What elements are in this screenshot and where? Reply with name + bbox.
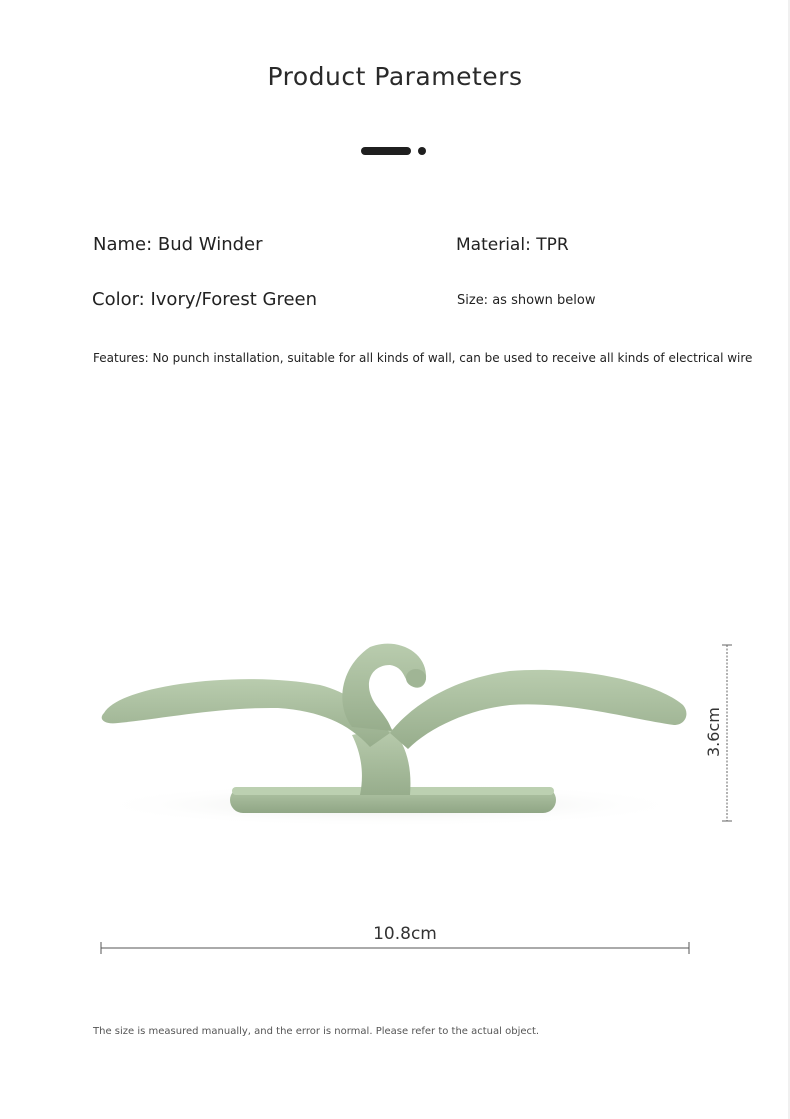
page-title: Product Parameters — [267, 62, 523, 91]
param-size: Size: as shown below — [457, 293, 596, 308]
product-right-arm — [390, 670, 686, 749]
product-image — [90, 615, 700, 840]
height-dimension-label: 3.6cm — [704, 707, 723, 757]
param-name: Name: Bud Winder — [93, 234, 263, 255]
footnote: The size is measured manually, and the error is normal. Please refer to the actual object. — [93, 1026, 540, 1037]
param-material: Material: TPR — [456, 235, 569, 255]
param-color: Color: Ivory/Forest Green — [92, 289, 318, 310]
width-dimension-label: 10.8cm — [373, 924, 437, 944]
features-text: Features: No punch installation, suitable for all kinds of wall, can be used to receive all kinds of electrical wire — [93, 351, 753, 365]
carousel-indicator-active — [361, 147, 411, 155]
carousel-indicator-dot — [418, 147, 426, 155]
